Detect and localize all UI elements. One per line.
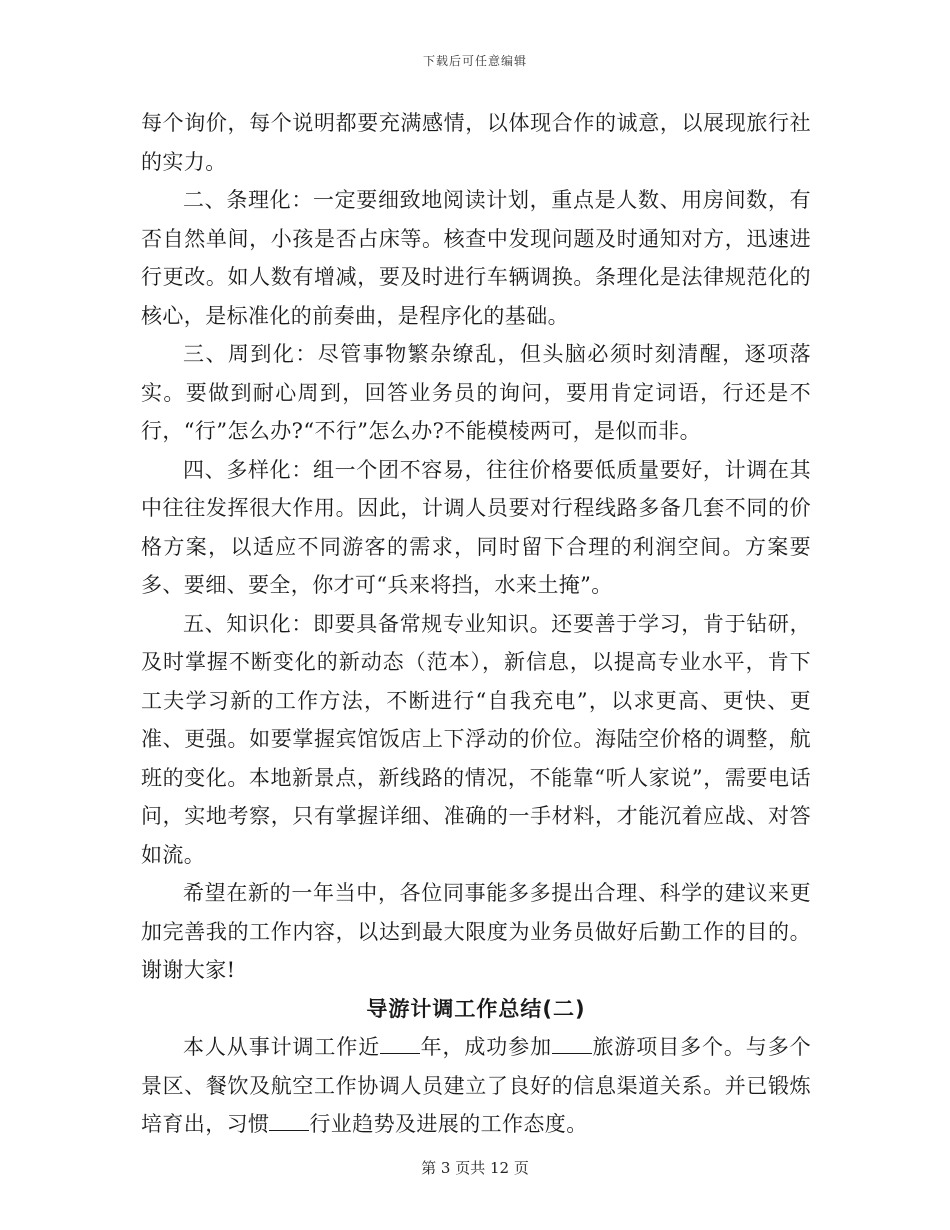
paragraph-item-5: 五、知识化：即要具备常规专业知识。还要善于学习，肯于钻研，及时掌握不断变化的新动态（范本），新信息，以提高专业水平，肯下工夫学习新的工作方法，不断进行“自我充电”，以求更高、更快、更准、更强。如要掌握宾馆饭店上下浮动的价位。海陆空价格的调整，航班的变化。本地新景点，新线路的情况，不能靠“听人家说”，需要电话问，实地考察，只有掌握详细、准确的一手材料，才能沉着应战、对答如流。 [141, 611, 811, 867]
blank-underline [269, 1110, 309, 1131]
page-footer: 第 3 页共 12 页 [421, 1159, 529, 1177]
blank-underline [552, 1033, 592, 1054]
blank-underline [380, 1033, 420, 1054]
page-header: 下载后可任意编辑 [422, 54, 527, 68]
paragraph-item-2: 二、条理化：一定要细致地阅读计划，重点是人数、用房间数，有否自然单间，小孩是否占床等。核查中发现问题及时通知对方，迅速进行更改。如人数有增减，要及时进行车辆调换。条理化是法律规范化的核心，是标准化的前奏曲，是程序化的基础。 [141, 188, 811, 328]
paragraph-intro [141, 1028, 811, 1144]
paragraph-continuation: 每个询价，每个说明都要充满感情，以体现合作的诚意，以展现旅行社的实力。 [141, 111, 811, 174]
document-body [141, 104, 811, 1144]
paragraph-item-3: 三、周到化：尽管事物繁杂缭乱，但头脑必须时刻清醒，逐项落实。要做到耐心周到，回答业务员的询问，要用肯定词语，行还是不行，“行”怎么办?“不行”怎么办?不能模棱两可，是似而非。 [141, 342, 811, 443]
intro-text-2: 年，成功参加 [420, 1035, 552, 1059]
section-title: 导游计调工作总结(二) [366, 996, 586, 1021]
paragraph-closing: 希望在新的一年当中，各位同事能多多提出合理、科学的建议来更加完善我的工作内容，以达到最大限度为业务员做好后勤工作的目的。谢谢大家! [141, 881, 811, 982]
intro-text-3: 旅游项目多个。与多个景区、餐饮及航空工作协调人员建立了良好的信息渠道关系。并已锻炼培育出，习惯 [141, 1035, 811, 1136]
paragraph-item-4: 四、多样化：组一个团不容易，往往价格要低质量要好，计调在其中往往发挥很大作用。因此，计调人员要对行程线路多备几套不同的价格方案，以适应不同游客的需求，同时留下合理的利润空间。方案要多、要细、要全，你才可“兵来将挡，水来土掩”。 [141, 457, 811, 597]
intro-text-1: 本人从事计调工作近 [183, 1035, 381, 1059]
intro-text-4: 行业趋势及进展的工作态度。 [309, 1112, 588, 1136]
